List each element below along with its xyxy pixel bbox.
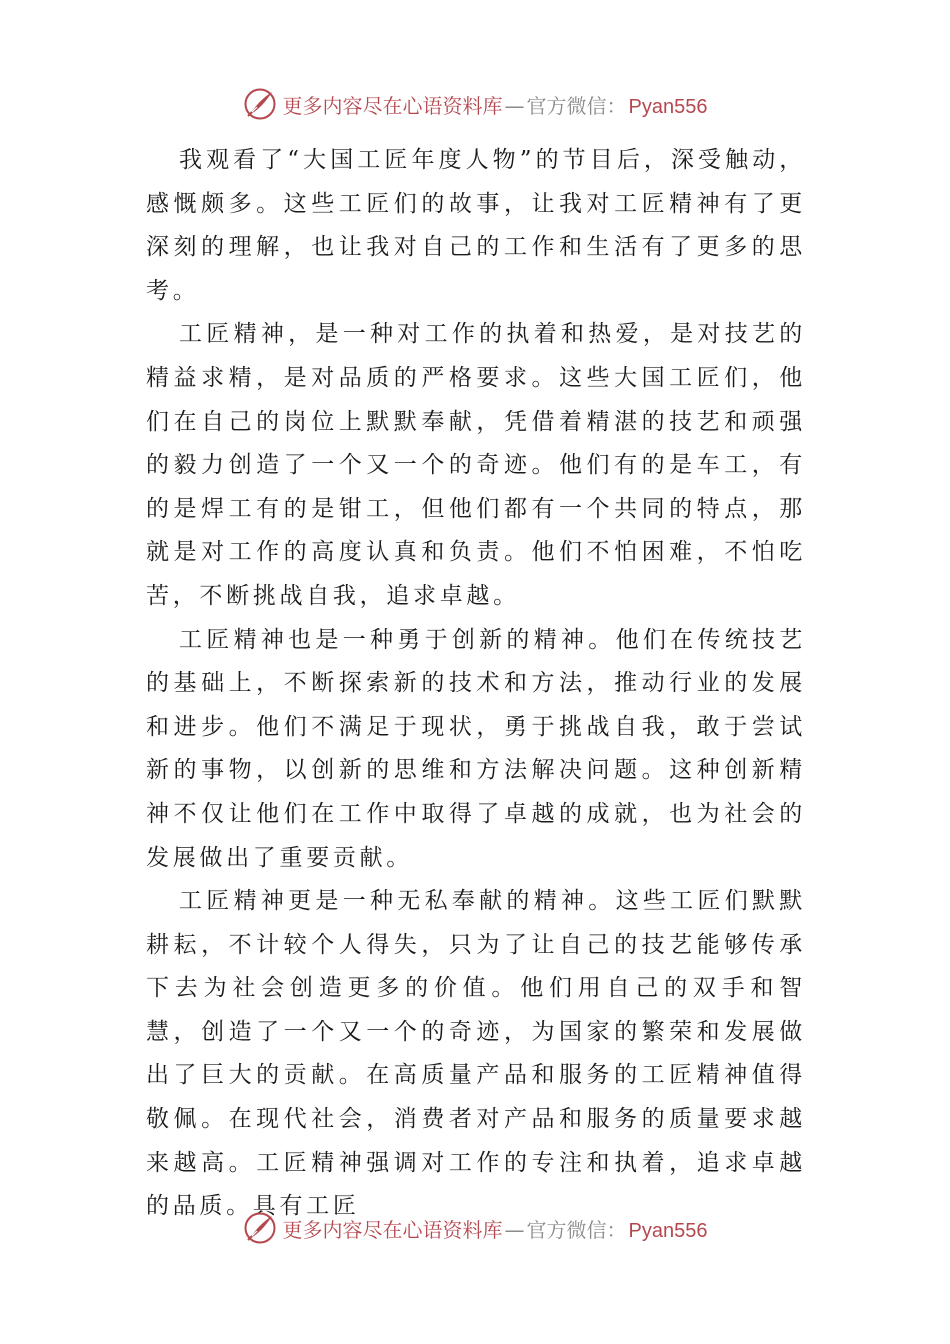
- banner-wechat-id: Pyan556: [628, 95, 708, 118]
- document-body: [146, 139, 806, 1229]
- banner-dash: —: [504, 1217, 525, 1242]
- banner-title: 更多内容尽在心语资料库: [282, 1217, 503, 1242]
- paragraph: 我观看了“大国工匠年度人物”的节目后，深受触动，感慨颇多。这些工匠们的故事，让我对工匠精神有了更深刻的理解，也让我对自己的工作和生活有了更多的思考。: [146, 147, 806, 304]
- banner-dash: —: [504, 93, 525, 118]
- quill-pen-icon: [243, 1211, 277, 1245]
- banner-label: 官方微信：: [526, 93, 627, 118]
- header-banner: [0, 84, 950, 124]
- banner-wechat-id: Pyan556: [628, 1219, 708, 1242]
- paragraph: 工匠精神更是一种无私奉献的精神。这些工匠们默默耕耘，不计较个人得失，只为了让自己的技艺能够传承下去为社会创造更多的价值。他们用自己的双手和智慧，创造了一个又一个的奇迹，为国家的繁荣和发展做出了巨大的贡献。在高质量产品和服务的工匠精神值得敬佩。在现代社会，消费者对产品和服务的质量要求越来越高。工匠精神强调对工作的专注和执着，追求卓越的品质。具有工匠: [146, 888, 806, 1220]
- banner-title: 更多内容尽在心语资料库: [282, 93, 503, 118]
- footer-banner: [0, 1208, 950, 1248]
- paragraph: 工匠精神，是一种对工作的执着和热爱，是对技艺的精益求精，是对品质的严格要求。这些大国工匠们，他们在自己的岗位上默默奉献，凭借着精湛的技艺和顽强的毅力创造了一个又一个的奇迹。他们有的是车工，有的是焊工有的是钳工，但他们都有一个共同的特点，那就是对工作的高度认真和负责。他们不怕困难，不怕吃苦，不断挑战自我，追求卓越。: [146, 321, 806, 609]
- paragraph: 工匠精神也是一种勇于创新的精神。他们在传统技艺的基础上，不断探索新的技术和方法，推动行业的发展和进步。他们不满足于现状，勇于挑战自我，敢于尝试新的事物，以创新的思维和方法解决问题。这种创新精神不仅让他们在工作中取得了卓越的成就，也为社会的发展做出了重要贡献。: [146, 626, 806, 871]
- quill-pen-icon: [243, 87, 277, 121]
- banner-label: 官方微信：: [526, 1217, 627, 1242]
